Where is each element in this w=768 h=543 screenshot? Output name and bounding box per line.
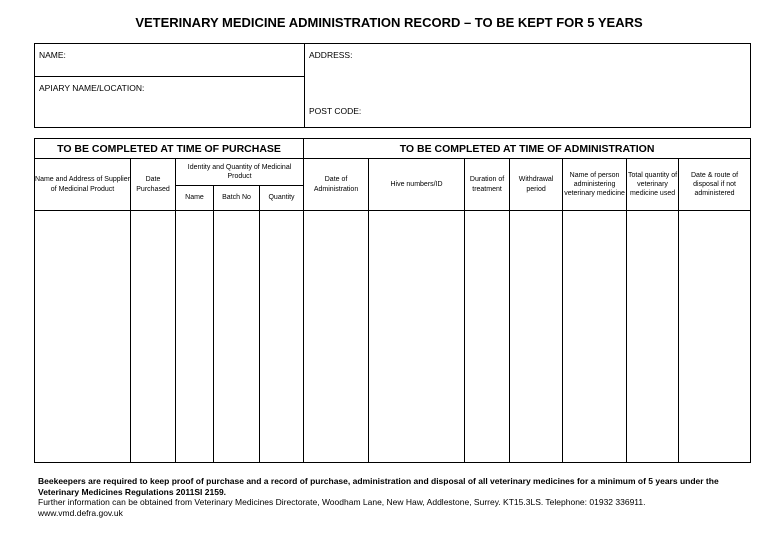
footer-note: [38, 476, 754, 519]
col-person: Name of person administering veterinary medicine: [563, 159, 627, 211]
cell-date-purchased[interactable]: [131, 211, 176, 463]
col-date-administration: Date of Administration: [304, 159, 369, 211]
col-batch: Batch No: [214, 186, 260, 211]
col-duration: Duration of treatment: [465, 159, 510, 211]
cell-total-quantity[interactable]: [627, 211, 679, 463]
table-row: [35, 211, 751, 463]
cell-duration[interactable]: [465, 211, 510, 463]
cell-withdrawal[interactable]: [510, 211, 563, 463]
col-hive: Hive numbers/ID: [369, 159, 465, 211]
cell-disposal[interactable]: [679, 211, 751, 463]
col-disposal: Date & route of disposal if not administered: [679, 159, 751, 211]
cell-hive[interactable]: [369, 211, 465, 463]
footer-url[interactable]: www.vmd.defra.gov.uk: [38, 507, 123, 518]
cell-quantity[interactable]: [260, 211, 304, 463]
apiary-label: APIARY NAME/LOCATION:: [39, 83, 145, 93]
cell-person[interactable]: [563, 211, 627, 463]
footer-requirement: Beekeepers are required to keep proof of purchase and a record of purchase, administration and disposal of all veterinary medicines for a minimum of 5 years under the Veterinary Medicines Regulations 2011SI 2159.: [38, 476, 719, 497]
apiary-field[interactable]: [35, 77, 305, 128]
address-field[interactable]: [305, 44, 751, 128]
purchase-section-header: TO BE COMPLETED AT TIME OF PURCHASE: [35, 139, 304, 159]
cell-supplier[interactable]: [35, 211, 131, 463]
col-identity: Identity and Quantity of Medicinal Product: [176, 159, 304, 186]
col-withdrawal: Withdrawal period: [510, 159, 563, 211]
cell-date-administration[interactable]: [304, 211, 369, 463]
administration-section-header: TO BE COMPLETED AT TIME OF ADMINISTRATION: [304, 139, 751, 159]
page-title: VETERINARY MEDICINE ADMINISTRATION RECORD – TO BE KEPT FOR 5 YEARS: [135, 15, 643, 30]
col-total-quantity: Total quantity of veterinary medicine used: [627, 159, 679, 211]
owner-info-table: [34, 43, 751, 128]
name-label: NAME:: [39, 50, 66, 60]
col-date-purchased: Date Purchased: [131, 159, 176, 211]
postcode-label: POST CODE:: [309, 106, 362, 116]
record-table: [34, 138, 751, 463]
col-quantity: Quantity: [260, 186, 304, 211]
cell-batch[interactable]: [214, 211, 260, 463]
cell-name[interactable]: [176, 211, 214, 463]
col-name: Name: [176, 186, 214, 211]
address-label: ADDRESS:: [309, 50, 353, 60]
footer-info: Further information can be obtained from Veterinary Medicines Directorate, Woodham Lane, New Haw, Addlestone, Surrey. KT15.3LS. Telephone: 01932 336911.: [38, 497, 646, 508]
col-supplier: Name and Address of Supplier of Medicinal Product: [35, 159, 131, 211]
name-field[interactable]: [35, 44, 305, 77]
